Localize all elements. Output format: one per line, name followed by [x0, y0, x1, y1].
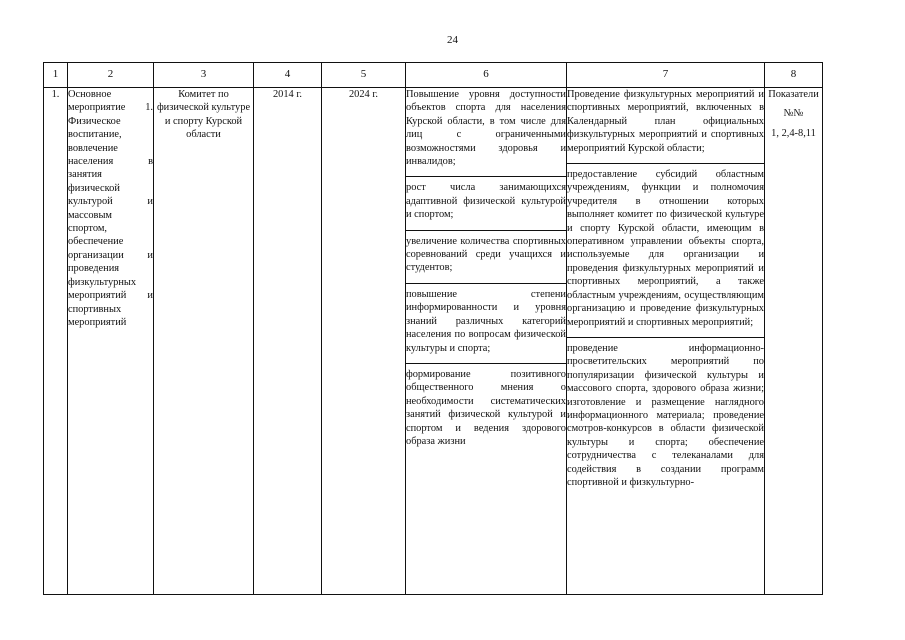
- start-year-cell: [254, 88, 322, 595]
- indicators-numbers-label: №№: [783, 108, 804, 120]
- header-row: [44, 63, 823, 88]
- start-year-text: 2014 г.: [272, 89, 303, 100]
- executor-text: Комитет по физической культуре и спорту Курской области: [156, 89, 251, 141]
- expected-result-item: увеличение количества спортивных соревнований среди учащихся и студентов;: [406, 230, 566, 283]
- row-number: [44, 88, 68, 595]
- main-directions-cell: [567, 88, 765, 595]
- header-col-7: 7: [567, 63, 765, 88]
- end-year-text: 2024 г.: [348, 89, 379, 100]
- indicators-label: Показатели: [768, 89, 819, 100]
- expected-result-item: рост числа занимающихся адаптивной физической культурой и спортом;: [406, 176, 566, 229]
- header-col-8: 8: [765, 63, 823, 88]
- header-col-5: 5: [322, 63, 406, 88]
- direction-item: проведение информационно-просветительских мероприятий по популяризации физической культуры и массового спорта, здорового образа жизни; изготовление и размещение наглядного информационного материала; проведение смотров-конкурсов в области физической культуры и спорта; обеспечение сотрудничества с телеканалами для содействия в создании программ спортивной и физкультурно-: [567, 337, 764, 497]
- direction-item: предоставление субсидий областным учреждениям, функции и полномочия учредителя в отношении которых выполняет комитет по физической культуре и спорту Курской области, имеющим в оперативном управлении объекты спорта, используемые для организации и проведения физкультурных мероприятий и спортивных мероприятий, а также областным учреждениям, осуществляющим организацию и проведение физкультурных мероприятий и спортивных мероприятий;: [567, 163, 764, 337]
- table-row: [44, 88, 823, 595]
- expected-result-item: Повышение уровня доступности объектов спорта для населения Курской области, в том числе для лиц с ограниченными возможностями здоровья и инвалидов;: [406, 89, 566, 168]
- header-col-3: 3: [154, 63, 254, 88]
- expected-result-item: повышение степени информированности и уровня знаний различных категорий населения по вопросам физической культуры и спорта;: [406, 283, 566, 363]
- end-year-cell: [322, 88, 406, 595]
- expected-result-item: формирование позитивного общественного мнения о необходимости систематических занятий физической культурой и спортом и ведения здорового образа жизни: [406, 363, 566, 456]
- event-name-cell: [68, 88, 154, 595]
- header-col-6: 6: [406, 63, 567, 88]
- header-col-1: 1: [44, 63, 68, 88]
- row-number-text: 1.: [51, 89, 60, 100]
- executor-cell: [154, 88, 254, 595]
- header-col-4: 4: [254, 63, 322, 88]
- event-name-text: Основное мероприятие 1. Физическое воспитание, вовлечение населения в занятия физической культурой и массовым спортом, обеспечение организации и проведения физкультурных мероприятий и спортивных мероприятий: [68, 89, 153, 328]
- program-table: [43, 62, 823, 595]
- expected-results-cell: [406, 88, 567, 595]
- direction-item: Проведение физкультурных мероприятий и спортивных мероприятий, включенных в Календарный план официальных физкультурных мероприятий и спортивных мероприятий Курской области;: [567, 89, 764, 154]
- header-col-2: 2: [68, 63, 154, 88]
- indicators-values: 1, 2,4-8,11: [771, 127, 816, 139]
- page-number: 24: [447, 34, 458, 46]
- indicators-cell: [765, 88, 823, 595]
